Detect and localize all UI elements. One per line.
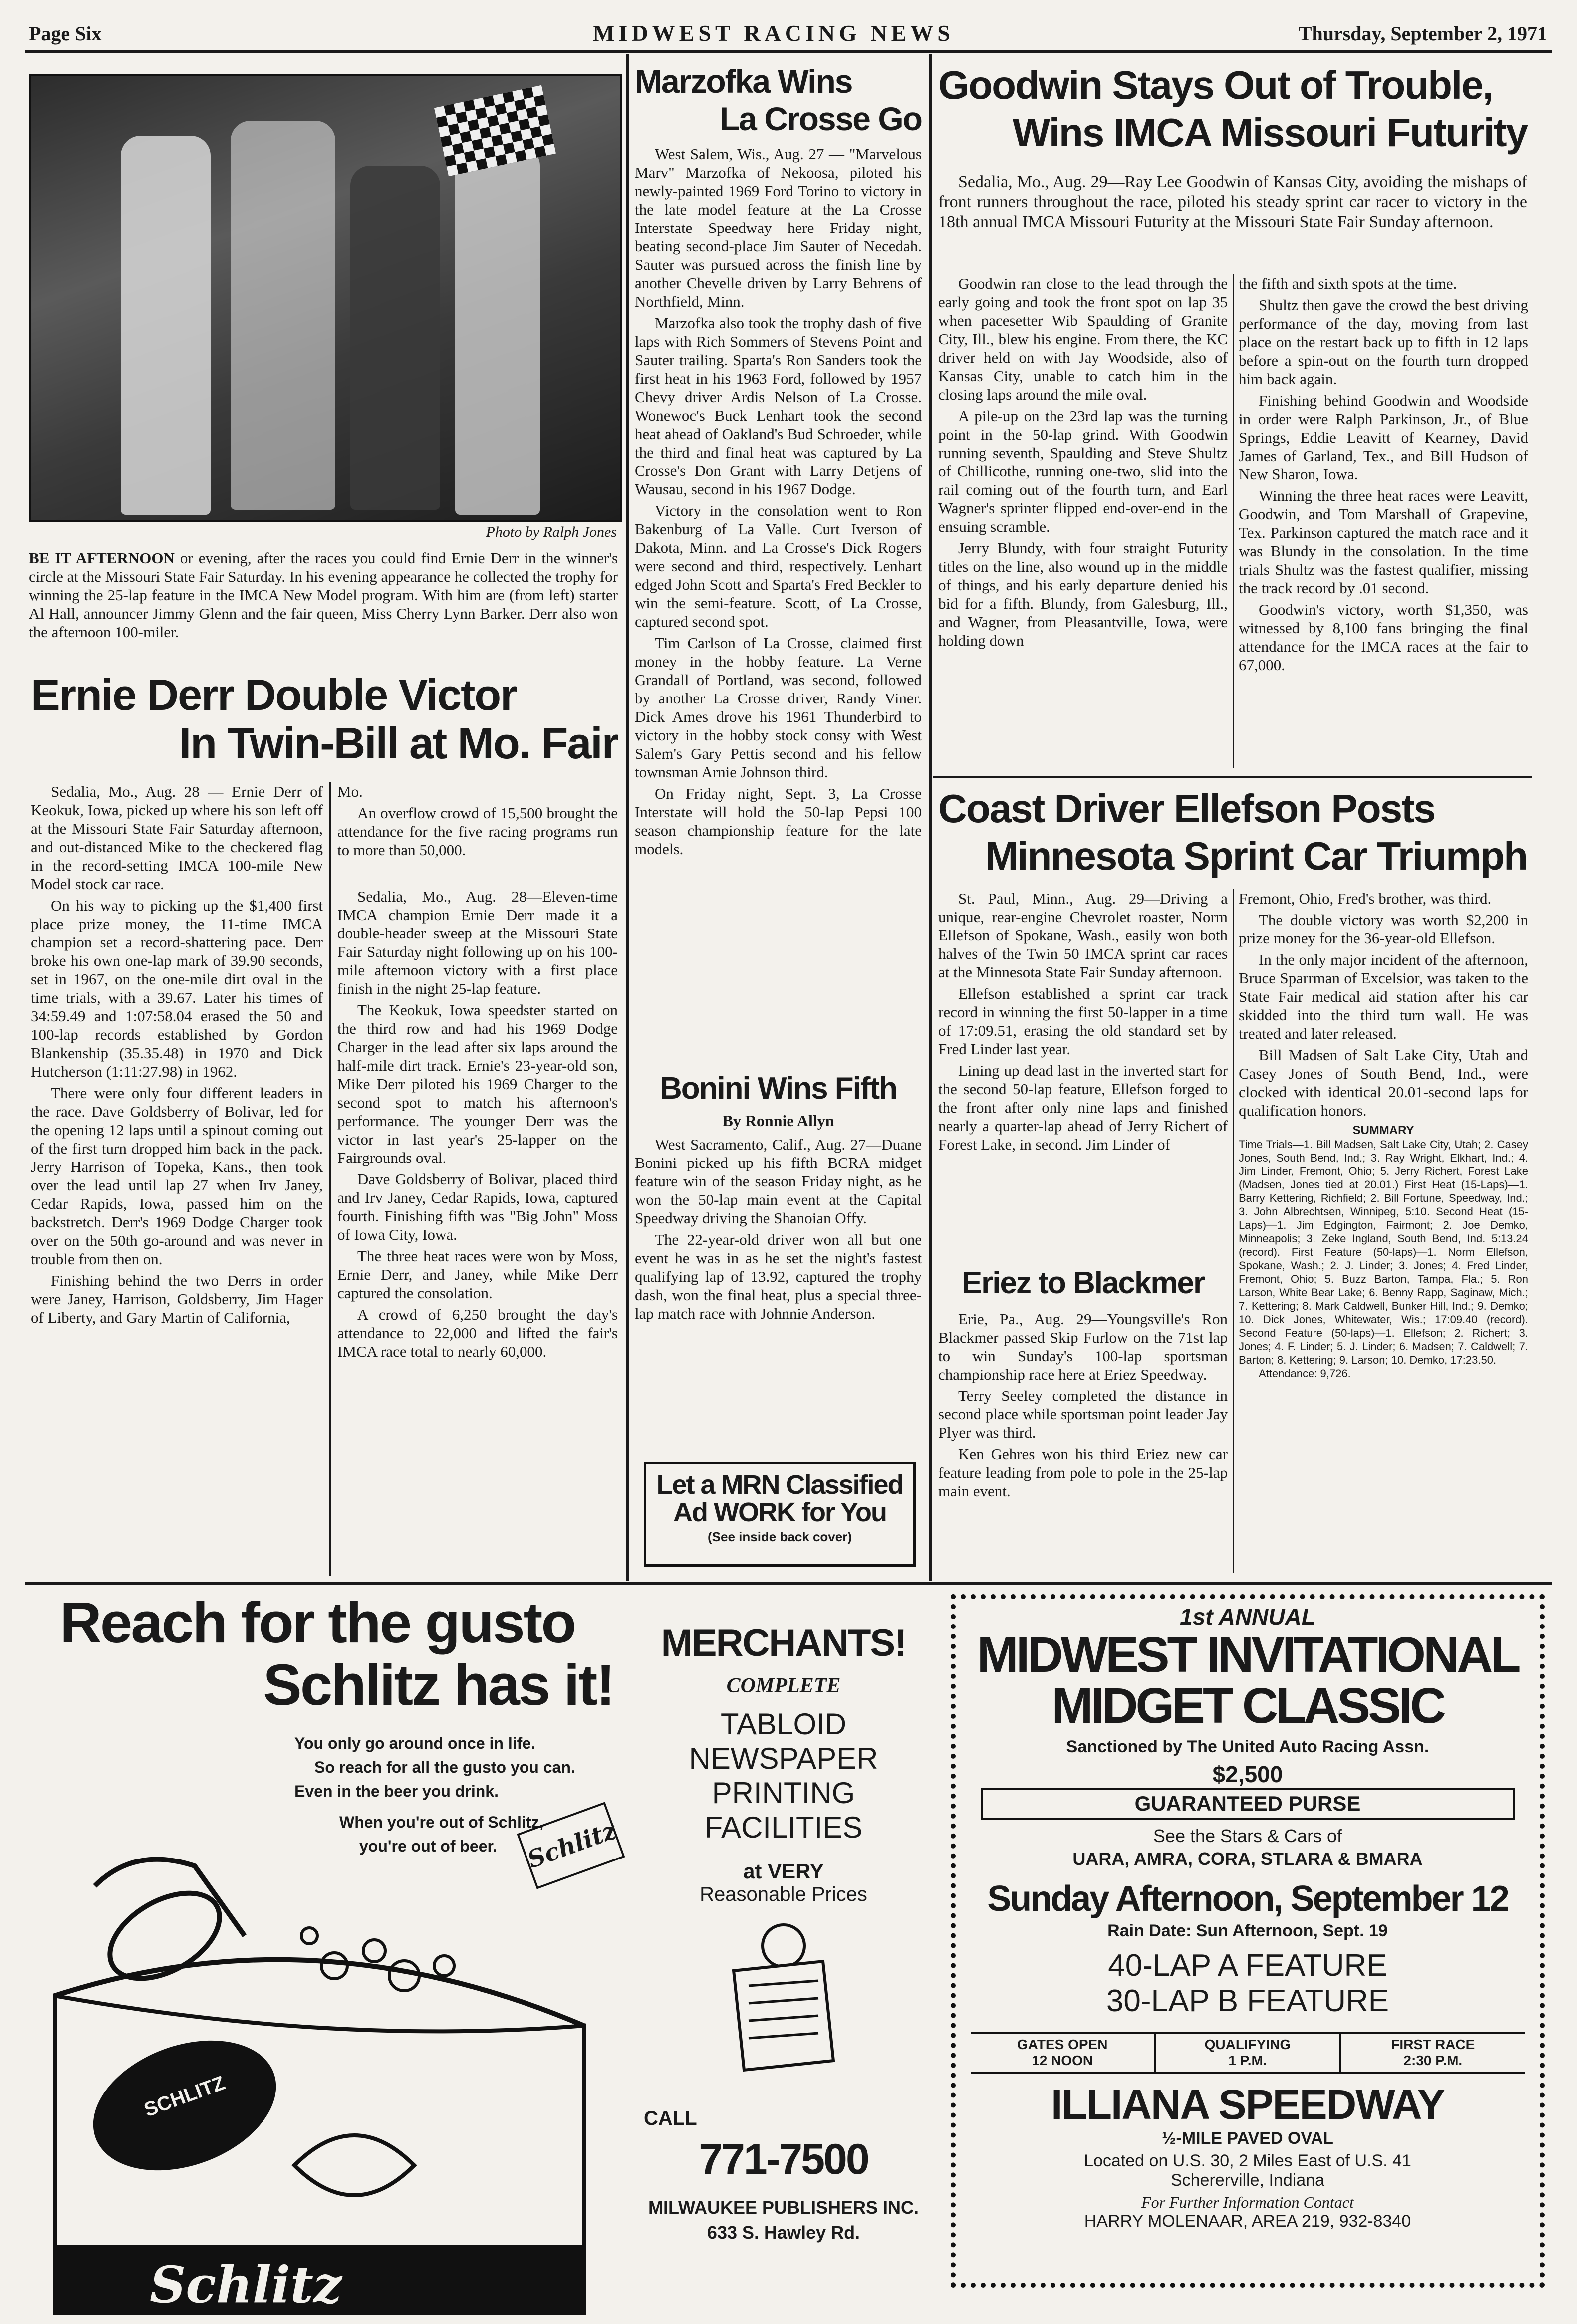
merchants-line-3: PRINTING bbox=[712, 1776, 855, 1810]
can-label: SCHLITZ bbox=[141, 2072, 228, 2121]
ad-town: Schererville, Indiana bbox=[1170, 2171, 1325, 2190]
photo-figure-starter bbox=[121, 136, 211, 515]
ad-contact: HARRY MOLENAAR, AREA 219, 932-8340 bbox=[1084, 2212, 1411, 2231]
bonini-headline: Bonini Wins Fifth bbox=[659, 1071, 897, 1106]
merchants-address: 633 S. Hawley Rd. bbox=[707, 2222, 860, 2243]
gates-label: GATES OPEN bbox=[1017, 2037, 1108, 2052]
schlitz-headline-1: Reach for the gusto bbox=[60, 1590, 575, 1655]
merchants-at: at VERY bbox=[743, 1859, 824, 1883]
classified-line-1: Let a MRN Classified bbox=[656, 1470, 903, 1500]
ad-date: Sunday Afternoon, September 12 bbox=[987, 1879, 1508, 1919]
paragraph: West Sacramento, Calif., Aug. 27—Duane Bonini picked up his fifth BCRA midget feature win of the season Friday night, as he won the 50-lap main event at the Capital Speedway driving the Shanoian Offy. bbox=[635, 1136, 922, 1227]
schlitz-logo: Schlitz bbox=[517, 1802, 625, 1889]
midget-classic-ad bbox=[951, 1594, 1545, 2288]
ellefson-column-2 bbox=[1239, 889, 1528, 1380]
paragraph: Lining up dead last in the inverted start for the second 50-lap feature, Ellefson forged to the front after only nine laps and finished nearly a quarter-lap ahead of Jerry Richert of Forest Lake, in second. Jim Linder of bbox=[938, 1062, 1228, 1153]
eriez-article bbox=[938, 1310, 1228, 1503]
bonini-byline: By Ronnie Allyn bbox=[722, 1112, 834, 1130]
paragraph: Fremont, Ohio, Fred's brother, was third. bbox=[1239, 890, 1492, 907]
ad-purse-box bbox=[981, 1788, 1515, 1820]
paragraph: On Friday night, Sept. 3, La Crosse Interstate will hold the 50-lap Pepsi 100 season championship feature for the late models. bbox=[635, 785, 922, 858]
paragraph: Ken Gehres won his third Eriez new car feature leading from pole to pole in the 25-lap main event. bbox=[938, 1445, 1228, 1500]
derr-headline-2: In Twin-Bill at Mo. Fair bbox=[179, 718, 618, 768]
merchants-line-4: FACILITIES bbox=[704, 1811, 863, 1844]
paragraph: Bill Madsen of Salt Lake City, Utah and Casey Jones of South Bend, Ind., were clocked with identical 20.01-second laps for qualification honors. bbox=[1239, 1046, 1528, 1119]
column-divider bbox=[626, 54, 629, 1581]
ad-title-2: MIDGET CLASSIC bbox=[1051, 1678, 1444, 1734]
goodwin-lead: Sedalia, Mo., Aug. 29—Ray Lee Goodwin of Kansas City, avoiding the mishaps of front runners throughout the race, piloted his steady sprint car racer to victory in the 18th annual IMCA Missouri Futurity at the Missouri State Fair Sunday afternoon. bbox=[938, 173, 1527, 231]
ellefson-headline-2: Minnesota Sprint Car Triumph bbox=[985, 834, 1527, 878]
paragraph: St. Paul, Minn., Aug. 29—Driving a unique, rear-engine Chevrolet roaster, Norm Ellefson of Spokane, Wash., easily won both halves of the Twin 50 IMCA sprint car races at the Minnesota State Fair Sunday afternoon. bbox=[938, 890, 1228, 981]
photo-figure-queen bbox=[455, 146, 540, 515]
ad-contact-label: For Further Information Contact bbox=[1141, 2193, 1354, 2211]
masthead-rule bbox=[25, 50, 1552, 53]
ad-stars: See the Stars & Cars of bbox=[1153, 1826, 1342, 1846]
race-summary: Time Trials—1. Bill Madsen, Salt Lake City, Utah; 2. Casey Jones, South Bend, Ind.; 3. Ray Wright, Elkhart, Ind.; 4. Jim Linder, Fremont, Ohio; 5. Jerry Richert, Forest Lake (Madsen, Jones tied at 20.01.) First Heat (15-Laps)—1. Barry Kettering, Richfield; 2. Bill Fortune, Speedway, Ind.; 3. John Albrechtsen, Winnipeg, 5:10. Second Heat (15-Laps)—1. Jim Edgington, Fairmont; 2. Joe Demko, Minneapolis; 3. Zeke Ingland, South Bend, Ind. 5:13.24 (record). First Feature (50-laps)—1. Norm Ellefson, Spokane, Wash.; 2. J. Linder; 3. Jones; 4. Fred Linder, Fremont, Ohio; 5. Buzz Barton, Tampa, Fla.; 5. Ron Larson, White Bear Lake; 6. Benny Rapp, Saginaw, Mich.; 7. Kettering; 8. Mark Caldwell, Bunker Hill, Ind.; 9. Demko; 10. Dick Jones, Whitewater, Wis.; 17:09.40 (record). Second Feature (50-laps)—1. Ellefson; 2. Richert; 3. Jones; 4. F. Linder; 5. J. Linder; 6. Madsen; 7. Caldwell; 7. Barton; 8. Kettering; 9. Larson; 10. Demko, 17:23.50. bbox=[1239, 1138, 1528, 1366]
paragraph: Shultz then gave the crowd the best driving performance of the day, moving from last place on the restart back up to fifth in 12 laps before a spin-out on the fourth turn dropped him back again. bbox=[1239, 296, 1528, 388]
first-race-time: 2:30 P.M. bbox=[1403, 2053, 1463, 2068]
attendance: Attendance: 9,726. bbox=[1259, 1367, 1351, 1380]
paragraph: Winning the three heat races were Leavitt, Goodwin, and Tom Marshall of Grapevine, Tex. Parkinson captured the match race and it was Blundy in the consolation. In the time trials Shultz was the fastest qualifier, missing the track record by .01 second. bbox=[1239, 487, 1528, 597]
schedule-qualifying bbox=[1156, 2034, 1341, 2072]
column-divider bbox=[929, 54, 932, 1581]
ad-sanction: Sanctioned by The United Auto Racing Assn. bbox=[1066, 1737, 1429, 1756]
paragraph: The three heat races were won by Moss, Ernie Derr, and Janey, while Mike Derr captured the consolation. bbox=[337, 1247, 618, 1302]
paragraph: Sedalia, Mo., Aug. 28 — Ernie Derr of Keokuk, Iowa, picked up where his son left off at the Missouri State Fair Saturday afternoon, and out-distanced Mike to the checkered flag in the record-setting IMCA 100-mile New Model stock car race. bbox=[31, 783, 323, 893]
schlitz-headline-2: Schlitz has it! bbox=[263, 1652, 614, 1717]
first-race-label: FIRST RACE bbox=[1391, 2037, 1475, 2052]
issue-date: Thursday, September 2, 1971 bbox=[1298, 22, 1547, 45]
paragraph: The double victory was worth $2,200 in prize money for the 36-year-old Ellefson. bbox=[1239, 911, 1528, 947]
paragraph: Terry Seeley completed the distance in second place while sportsman point leader Jay Plyer was third. bbox=[938, 1387, 1228, 1441]
paragraph: Sedalia, Mo., Aug. 28—Eleven-time IMCA champion Ernie Derr made it a double-header sweep at the Missouri State Fair Saturday night following up on his 100-mile afternoon victory with a first place finish in the night 25-lap feature. bbox=[337, 888, 618, 997]
merchants-publisher: MILWAUKEE PUBLISHERS INC. bbox=[648, 2197, 919, 2218]
ad-location: Located on U.S. 30, 2 Miles East of U.S. 41 bbox=[1084, 2151, 1411, 2170]
paragraph: Finishing behind Goodwin and Woodside in order were Ralph Parkinson, Jr., of Blue Springs, Eddie Leavitt of Kearney, David James of Garland, Tex., and Bill Hudson of New Sharon, Iowa. bbox=[1239, 392, 1528, 483]
marzofka-article bbox=[635, 145, 922, 861]
schlitz-line-2: So reach for all the gusto you can. bbox=[314, 1758, 575, 1776]
classified-line-2: Ad WORK for You bbox=[673, 1497, 886, 1528]
paragraph: A pile-up on the 23rd lap was the turning point in the 50-lap grind. With Goodwin running seventh, Spaulding and Steve Shultz of Chillicothe, running one-two, slid into the rail coming out of the fourth turn, and Earl Wagner's sprinter flipped end-over-end in the ensuing scramble. bbox=[938, 407, 1228, 535]
paragraph: Goodwin ran close to the lead through the early going and took the front spot on lap 35 when pacesetter Wib Spaulding of Granite City, Ill., blew his engine. From there, the KC driver held on with Jay Woodside, also of Kansas City, unable to catch him in the closing laps around the mile oval. bbox=[938, 275, 1228, 403]
schedule-gates bbox=[971, 2034, 1156, 2072]
column-divider bbox=[1233, 274, 1234, 768]
caption-lead: BE IT AFTERNOON bbox=[29, 549, 175, 567]
paragraph: There were only four different leaders in the race. Dave Goldsberry of Bolivar, led for the opening 12 laps until a spinout coming out of the first turn dropped him back in the pack. Jerry Harrison of Topeka, Kans., then took over the lead until lap 27 when Irv Janey, Cedar Rapids, Iowa, passed him on the backstretch. Derr's 1969 Dodge Charger took over on the 50th go-around and was never in trouble from then on. bbox=[31, 1084, 323, 1268]
photo-figure-announcer bbox=[231, 121, 335, 510]
bonini-article bbox=[635, 1135, 922, 1326]
ad-oval: ½-MILE PAVED OVAL bbox=[1162, 2129, 1333, 2148]
can-script: Schlitz bbox=[150, 2255, 342, 2314]
photo-caption bbox=[29, 549, 618, 641]
schedule-first-race bbox=[1341, 2034, 1525, 2072]
merchants-title: MERCHANTS! bbox=[661, 1622, 906, 1664]
paragraph: On his way to picking up the $1,400 first place prize money, the 11-time IMCA champion set a record-shattering pace. Derr broke his own one-lap mark of 39.90 seconds, set in 1967, on the one-mile dirt oval in the time trials, with a 39.67. Later his times of 34:59.49 and 1:07:58.04 erased the 50 and 100-lap records established by Gordon Blankenship (35.35.48) in 1970 and Dick Hutcherson (1:11:27.98) in 1962. bbox=[31, 897, 323, 1080]
summary-heading: SUMMARY bbox=[1352, 1124, 1414, 1137]
paragraph: Erie, Pa., Aug. 29—Youngsville's Ron Blackmer passed Skip Furlow on the 71st lap to win Sunday's 100-lap sportsman championship race here at Eriez Speedway. bbox=[938, 1310, 1228, 1383]
merchants-ad bbox=[644, 1597, 923, 2295]
gates-time: 12 NOON bbox=[1032, 2053, 1093, 2068]
goodwin-column-2 bbox=[1239, 274, 1528, 677]
paragraph: An overflow crowd of 15,500 brought the attendance for the five racing programs run to more than 50,000. bbox=[337, 804, 618, 859]
eriez-headline: Eriez to Blackmer bbox=[961, 1266, 1205, 1300]
column-divider bbox=[1233, 889, 1234, 1573]
derr-headline-1: Ernie Derr Double Victor bbox=[31, 670, 517, 719]
paragraph: The Keokuk, Iowa speedster started on the third row and had his 1969 Dodge Charger in the lead after six laps around the half-mile dirt track. Ernie's 23-year-old son, Mike Derr piloted his 1969 Charger to the second spot to match his afternoon's performance. The younger Derr was the victor in last year's 25-lapper on the Fairgrounds oval. bbox=[337, 1001, 618, 1166]
ad-speedway: ILLIANA SPEEDWAY bbox=[1051, 2081, 1444, 2128]
ad-schedule bbox=[971, 2032, 1525, 2074]
ad-annual: 1st ANNUAL bbox=[1180, 1604, 1315, 1629]
derr-column-1 bbox=[31, 782, 323, 1330]
marzofka-headline-1: Marzofka Wins bbox=[635, 63, 852, 100]
schlitz-line-1: You only go around once in life. bbox=[294, 1734, 535, 1752]
goodwin-headline-2: Wins IMCA Missouri Futurity bbox=[1012, 110, 1527, 155]
merchants-complete: COMPLETE bbox=[726, 1674, 841, 1697]
qualifying-label: QUALIFYING bbox=[1204, 2037, 1291, 2052]
merchants-line-1: TABLOID bbox=[720, 1707, 847, 1741]
photo-figure-driver bbox=[350, 166, 440, 510]
ad-purse-label: GUARANTEED PURSE bbox=[1134, 1792, 1361, 1815]
column-divider bbox=[329, 782, 331, 1576]
classified-ad-box bbox=[644, 1462, 916, 1567]
ad-purse-amount: $2,500 bbox=[1212, 1761, 1283, 1787]
ellefson-headline-1: Coast Driver Ellefson Posts bbox=[938, 786, 1435, 831]
paragraph: The 22-year-old driver won all but one event he was in as he set the night's fastest qualifying lap of 13.92, captured the trophy dash, won the final heat, plus a special three-lap match race with Johnnie Anderson. bbox=[635, 1231, 922, 1322]
merchants-call: CALL bbox=[644, 2107, 697, 2129]
merchants-prices: Reasonable Prices bbox=[700, 1883, 867, 1905]
paragraph: Tim Carlson of La Crosse, claimed first money in the hobby feature. La Verne Grandall of Portland, was second, followed by another La Crosse driver, Randy Viner. Dick Ames drove his 1961 Thunderbird to victory in the hobby stock consy with West Salem's Gary Pettis second and his fellow townsman Arnie Johnson third. bbox=[635, 634, 922, 781]
beer-can-illustration bbox=[35, 1786, 619, 2315]
paragraph: A crowd of 6,250 brought the day's attendance to 22,000 and lifted the fair's IMCA race total to nearly 60,000. bbox=[337, 1306, 618, 1360]
paragraph: Dave Goldsberry of Bolivar, placed third and Irv Janey, Cedar Rapids, Iowa, captured fourth. Finishing fifth was "Big John" Moss of Iowa City, Iowa. bbox=[337, 1170, 618, 1243]
marzofka-headline-2: La Crosse Go bbox=[719, 100, 922, 137]
ads-rule bbox=[25, 1582, 1552, 1585]
goodwin-headline-1: Goodwin Stays Out of Trouble, bbox=[938, 63, 1493, 107]
paragraph: Marzofka also took the trophy dash of five laps with Rich Sommers of Stevens Point and Sauter trailing. Sparta's Ron Sanders took the first heat in his 1963 Ford, followed by 1957 Chevy driver Ardis Nelson of La Crosse. Wonewoc's Buck Lenhart took the second heat ahead of Oakland's Bud Schroeder, while the third and final heat was captured by La Crosse's Don Grant with Larry Detjens of Wausau, second in his 1967 Dodge. bbox=[635, 314, 922, 498]
paragraph: Mo. bbox=[337, 783, 363, 800]
newspaper-reader-icon bbox=[709, 1916, 858, 2076]
classified-line-3: (See inside back cover) bbox=[707, 1529, 852, 1545]
merchants-phone: 771-7500 bbox=[699, 2135, 868, 2183]
ellefson-column-1 bbox=[938, 889, 1228, 1157]
qualifying-time: 1 P.M. bbox=[1228, 2053, 1267, 2068]
schlitz-line-3: Even in the beer you drink. bbox=[294, 1782, 499, 1800]
paragraph: Goodwin's victory, worth $1,350, was witnessed by 8,100 fans bringing the final attendance for the IMCA races at the fair to 67,000. bbox=[1239, 601, 1528, 674]
merchants-line-2: NEWSPAPER bbox=[689, 1742, 878, 1775]
paragraph: West Salem, Wis., Aug. 27 — "Marvelous Marv" Marzofka of Nekoosa, piloted his newly-painted 1969 Ford Torino to victory in the late model feature at the La Crosse Interstate Speedway here Friday night, beating second-place Jim Sauter of Necedah. Sauter was pursued across the finish line by another Chevelle driven by Larry Behrens of Northfield, Minn. bbox=[635, 145, 922, 310]
ad-title-1: MIDWEST INVITATIONAL bbox=[977, 1627, 1519, 1683]
schlitz-line-4: When you're out of Schlitz, bbox=[339, 1813, 544, 1831]
photo-credit: Photo by Ralph Jones bbox=[486, 524, 617, 540]
schlitz-line-5: you're out of beer. bbox=[359, 1837, 498, 1855]
paragraph: Ellefson established a sprint car track record in winning the first 50-lapper in a time of 17:09.51, erasing the old standard set by Fred Linder last year. bbox=[938, 985, 1228, 1058]
goodwin-column-1 bbox=[938, 274, 1228, 653]
paragraph: Finishing behind the two Derrs in order were Janey, Harrison, Goldsberry, Jim Hager of Liberty, and Gary Martin of California, bbox=[31, 1272, 323, 1326]
ad-feature-a: 40-LAP A FEATURE bbox=[1108, 1948, 1387, 1983]
section-rule bbox=[933, 776, 1532, 778]
paragraph: Victory in the consolation went to Ron Bakenburg of La Valle. Curt Iverson of Dakota, Minn. and La Crosse's Dick Rogers were second and third, respectively. Lenhart edged John Scott and Sparta's Fred Beckler to win the semi-feature. Scott, of La Crosse, captured second spot. bbox=[635, 502, 922, 630]
ad-rain-date: Rain Date: Sun Afternoon, Sept. 19 bbox=[1107, 1921, 1388, 1940]
caption-body: or evening, after the races you could find Ernie Derr in the winner's circle at the Missouri State Fair Saturday. In his evening appearance he collected the trophy for winning the 25-lap feature in the IMCA New Model program. With him are (from left) starter Al Hall, announcer Jimmy Glenn and the fair queen, Miss Cherry Lynn Barker. Derr also won the afternoon 100-miler. bbox=[29, 549, 618, 641]
page-number: Page Six bbox=[29, 22, 102, 45]
derr-column-2 bbox=[337, 782, 618, 1364]
paragraph: Jerry Blundy, with four straight Futurity titles on the line, also wound up in the middle of things, and his early departure denied his bid for a fifth. Blundy, from Galesburg, Ill., and Wagner, from Pleasantville, Iowa, were holding down bbox=[938, 539, 1228, 649]
paragraph: the fifth and sixth spots at the time. bbox=[1239, 275, 1457, 292]
paragraph: In the only major incident of the afternoon, Bruce Sparrman of Excelsior, was taken to the State Fair medical aid station after his car skidded into the third turn wall. He was treated and later released. bbox=[1239, 951, 1528, 1042]
winners-circle-photo bbox=[29, 74, 622, 522]
paper-name: MIDWEST RACING NEWS bbox=[593, 20, 954, 46]
ad-orgs: UARA, AMRA, CORA, STLARA & BMARA bbox=[1072, 1849, 1423, 1869]
ad-feature-b: 30-LAP B FEATURE bbox=[1106, 1984, 1389, 2018]
